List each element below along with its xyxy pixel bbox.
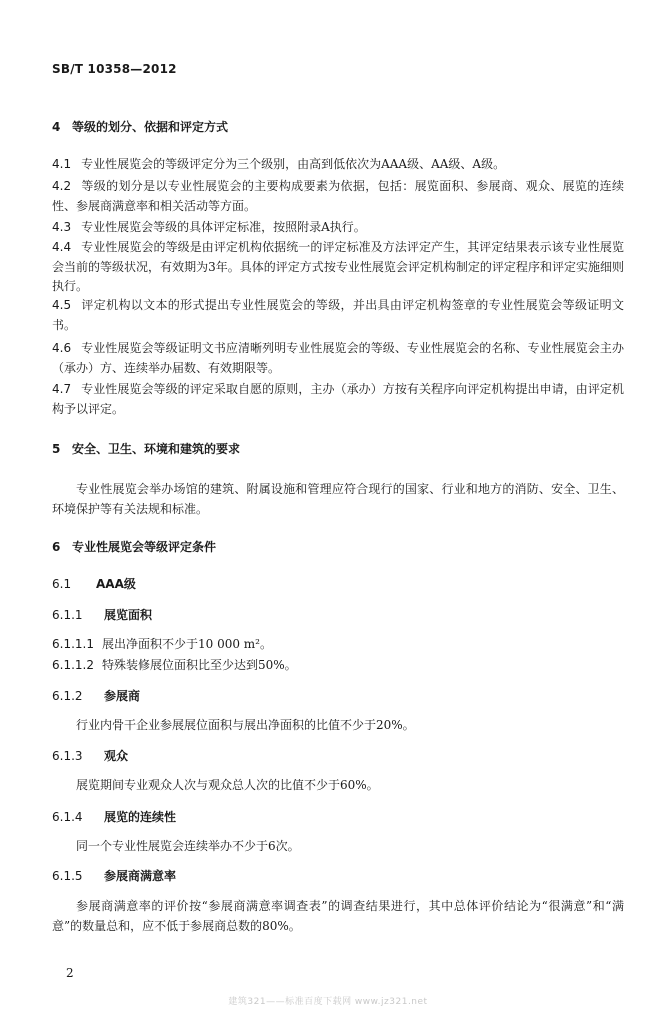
subsection-number: 6.1.1 [52, 608, 83, 622]
section-title: 等级的划分、依据和评定方式 [72, 120, 229, 134]
clause-6-1-1-1 [52, 635, 624, 655]
section-title: 专业性展览会等级评定条件 [72, 540, 217, 554]
subsection-number: 6.1.3 [52, 749, 83, 763]
subsection-number: 6.1.2 [52, 689, 83, 703]
clause-text: 等级的划分是以专业性展览会的主要构成要素为依据，包括：展览面积、参展商、观众、展览的连续性、参展商满意率和相关活动等方面。 [52, 179, 624, 213]
subsection-title: 参展商 [104, 689, 141, 703]
section-title: 安全、卫生、环境和建筑的要求 [72, 442, 241, 456]
clause-text: 专业性展览会的等级评定分为三个级别，由高到低依次为AAA级、AA级、A级。 [81, 157, 506, 171]
clause-4-7 [52, 380, 624, 419]
subsection-6-1-4-heading [52, 808, 176, 826]
clause-text: 专业性展览会等级的评定采取自愿的原则，主办（承办）方按有关程序向评定机构提出申请，由评定机构予以评定。 [52, 382, 624, 416]
clause-text: 评定机构以文本的形式提出专业性展览会的等级，并出具由评定机构签章的专业性展览会等级证明文书。 [52, 298, 624, 332]
clause-4-4 [52, 238, 624, 297]
section-5-paragraph: 专业性展览会举办场馆的建筑、附属设施和管理应符合现行的国家、行业和地方的消防、安全、卫生、环境保护等有关法规和标准。 [52, 482, 624, 516]
clause-number: 4.6 [52, 341, 72, 355]
subsection-6-1-1-heading [52, 606, 152, 624]
section-number: 4 [52, 120, 61, 134]
subsection-title: AAA级 [96, 577, 136, 591]
subsection-title: 展览的连续性 [104, 810, 177, 824]
clause-4-1 [52, 155, 624, 175]
subsection-title: 参展商满意率 [104, 869, 177, 883]
subsection-6-1-3-paragraph: 展览期间专业观众人次与观众总人次的比值不少于60%。 [76, 778, 379, 792]
clause-text: 专业性展览会等级的具体评定标准，按照附录A执行。 [81, 220, 366, 234]
subsection-number: 6.1.5 [52, 869, 83, 883]
subsection-6-1-4-paragraph: 同一个专业性展览会连续举办不少于6次。 [76, 839, 300, 853]
clause-text: 专业性展览会等级证明文书应清晰列明专业性展览会的等级、专业性展览会的名称、专业性展览会主办（承办）方、连续举办届数、有效期限等。 [52, 341, 624, 375]
section-6-heading [52, 538, 216, 556]
clause-6-1-1-2 [52, 656, 624, 676]
clause-number: 4.7 [52, 382, 72, 396]
clause-number: 4.4 [52, 240, 72, 254]
clause-4-3 [52, 218, 624, 238]
subsection-6-1-heading [52, 575, 136, 593]
clause-number: 4.1 [52, 157, 72, 171]
subsection-6-1-5-heading [52, 867, 176, 885]
subsection-6-1-2-heading [52, 687, 140, 705]
subsection-6-1-3-heading [52, 747, 128, 765]
page-number: 2 [66, 966, 74, 980]
subsection-title: 展览面积 [104, 608, 153, 622]
subsection-number: 6.1.4 [52, 810, 83, 824]
section-number: 5 [52, 442, 61, 456]
subsection-title: 观众 [104, 749, 129, 763]
section-5-heading [52, 440, 240, 458]
clause-number: 4.3 [52, 220, 72, 234]
subsection-6-1-2-paragraph: 行业内骨干企业参展展位面积与展出净面积的比值不少于20%。 [76, 718, 415, 732]
document-code: SB/T 10358—2012 [52, 62, 177, 76]
section-number: 6 [52, 540, 61, 554]
clause-number: 6.1.1.2 [52, 658, 94, 672]
clause-text: 专业性展览会的等级是由评定机构依据统一的评定标准及方法评定产生，其评定结果表示该专业性展览会当前的等级状况，有效期为3年。具体的评定方式按专业性展览会评定机构制定的评定程序和评定实施细则执行。 [52, 240, 624, 293]
section-4-heading [52, 118, 228, 136]
clause-4-6 [52, 339, 624, 378]
watermark: 建筑321——标准百度下载网 www.jz321.net [228, 997, 428, 1007]
clause-text: 展出净面积不少于10 000 m²。 [101, 637, 272, 651]
clause-number: 6.1.1.1 [52, 637, 94, 651]
subsection-6-1-5-paragraph: 参展商满意率的评价按“参展商满意率调查表”的调查结果进行，其中总体评价结论为“很满意”和“满意”的数量总和，应不低于参展商总数的80%。 [52, 899, 624, 933]
subsection-number: 6.1 [52, 577, 72, 591]
clause-number: 4.2 [52, 179, 72, 193]
clause-text: 特殊装修展位面积比至少达到50%。 [101, 658, 297, 672]
clause-4-2 [52, 177, 624, 216]
clause-number: 4.5 [52, 298, 72, 312]
clause-4-5 [52, 296, 624, 335]
